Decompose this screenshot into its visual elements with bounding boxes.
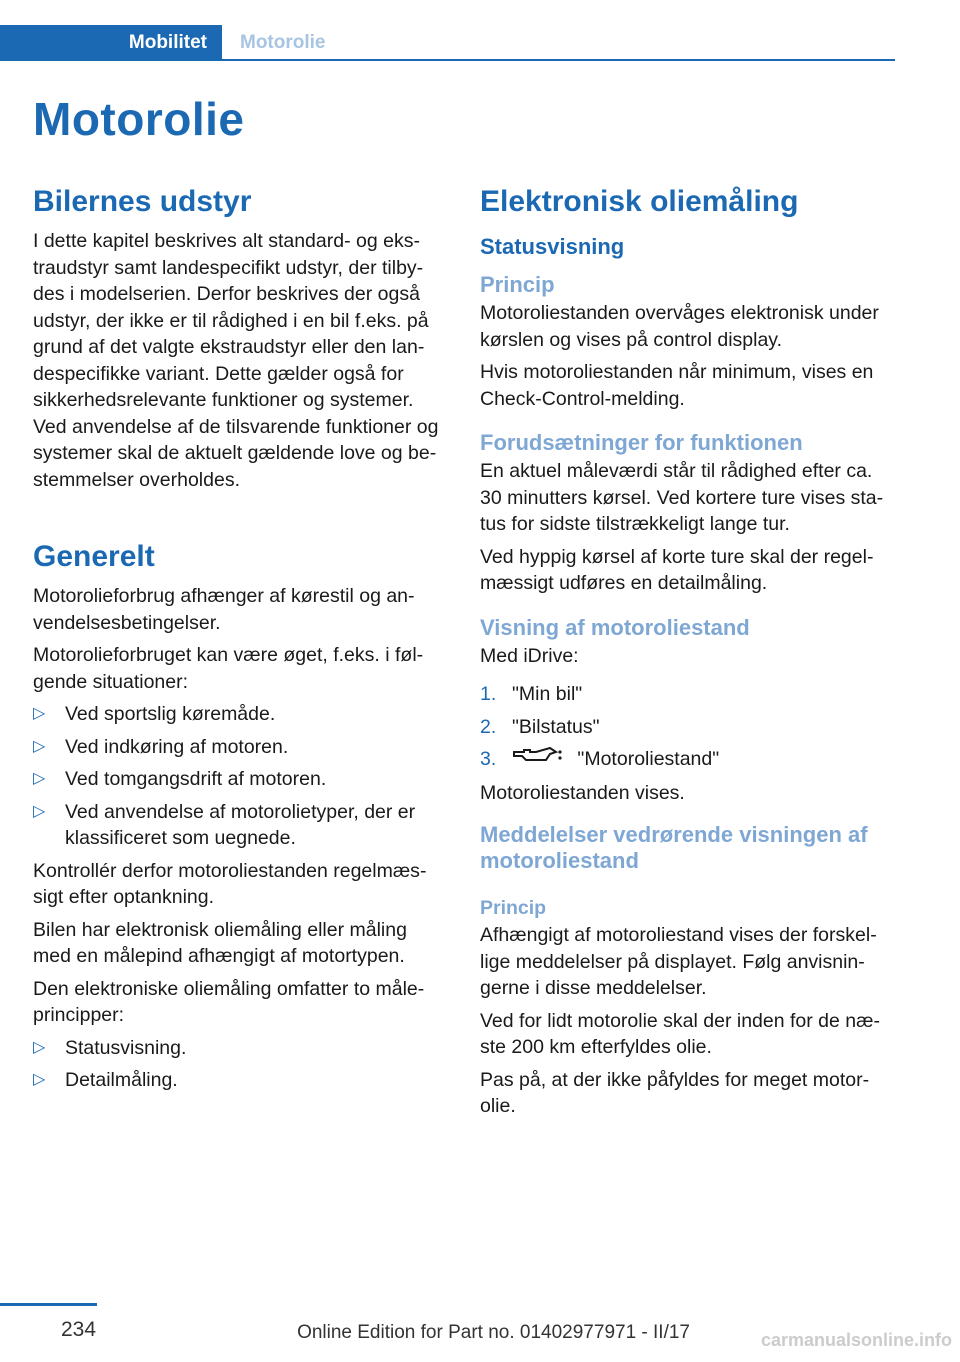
step-number: 3. <box>480 748 497 770</box>
page-number: 234 <box>61 1318 97 1341</box>
list-item: ▷ Statusvisning. <box>33 1035 448 1062</box>
paragraph: Ved hyppig kørsel af korte ture skal der regelmæssigt udføres en detailmåling. <box>480 545 874 594</box>
list-item: ▷ Ved indkøring af motoren. <box>33 734 448 761</box>
list-item <box>480 714 898 741</box>
list-item: ▷ Ved sportslig køremåde. <box>33 701 448 728</box>
chapter-tab-label: Mobilitet <box>128 32 207 53</box>
step-text: "Bilstatus" <box>512 715 600 738</box>
paragraph: Ved for lidt motorolie skal der inden for de næste 200 km efterfyldes olie. <box>480 1009 880 1059</box>
paragraph: Bilen har elektronisk oliemåling eller måling med en målepind afhængigt af motortypen. <box>33 918 407 967</box>
subheading-visning: Visning af motoroliestand <box>480 614 750 640</box>
section-heading-generelt: Generelt <box>33 540 155 573</box>
list-item: ▷ Ved tomgangsdrift af motoren. <box>33 766 448 793</box>
oil-can-icon <box>512 746 564 774</box>
equipment-paragraph: I dette kapitel beskrives alt standard- og ekstraudstyr samt landespecifikt udstyr, der tilbydes i modelserien. Derfor beskrives der også udstyr, der ikke er til rådighed i en bil f.eks. på grund af det valgte ekstraudstyr eller den landespecifikke variant. Dette gælder også for sikkerhedsrelevante funktioner og systemer. Ved anvendelse af de tilsvarende funktioner og systemer skal de aktuelt gældende love og bestemmelser overholdes. <box>33 230 439 491</box>
subheading-princip-messages: Princip <box>480 897 547 920</box>
paragraph: Pas på, at der ikke påfyldes for meget motorolie. <box>480 1068 870 1118</box>
section-tab-label: Motorolie <box>240 32 326 53</box>
edition-note: Online Edition for Part no. 01402977971 - II/17 <box>297 1322 690 1343</box>
paragraph: Motorolieforbruget kan være øget, f.eks. i følgende situationer: <box>33 644 424 693</box>
section-heading-bilernes-udstyr: Bilernes udstyr <box>33 185 252 218</box>
list-item: ▷ Detailmåling. <box>33 1067 448 1094</box>
step-number: 1. <box>480 683 497 705</box>
chapter-tab-mobilitet[interactable] <box>0 25 222 61</box>
paragraph: Motoroliestanden overvåges elektronisk under kørslen og vises på control display. <box>480 302 879 351</box>
list-item <box>480 746 898 774</box>
paragraph: Med iDrive: <box>480 644 579 667</box>
situations-list <box>33 701 448 852</box>
footer-divider <box>0 1303 97 1306</box>
subheading-forudsaetninger: Forudsætninger for funktionen <box>480 430 803 455</box>
right-column <box>480 182 898 1126</box>
idrive-steps-list <box>480 681 898 774</box>
paragraph: Afhængigt af motoroliestand vises der forskellige meddelelser på displayet. Følg anvisningerne i disse meddelelser. <box>480 924 877 1000</box>
step-text: "Min bil" <box>512 683 583 705</box>
paragraph: Motorolieforbrug afhænger af kørestil og anvendelsesbetingelser. <box>33 585 415 634</box>
subheading-statusvisning: Statusvisning <box>480 234 625 259</box>
subheading-meddelelser: Meddelelser vedrørende visningen af motoroliestand <box>480 822 868 874</box>
header-divider <box>222 59 895 61</box>
page-header <box>0 25 895 61</box>
list-item <box>480 681 898 708</box>
principles-list <box>33 1035 448 1094</box>
watermark: carmanualsonline.info <box>760 1330 952 1350</box>
list-item: ▷ Ved anvendelse af motorolietyper, der er klassificeret som uegnede. <box>33 799 448 852</box>
step-number: 2. <box>480 715 497 738</box>
paragraph: Hvis motoroliestanden når minimum, vises en Check-Control-melding. <box>480 361 874 410</box>
left-column <box>33 182 448 1100</box>
paragraph: En aktuel måleværdi står til rådighed efter ca. 30 minutters kørsel. Ved kortere ture vises status for sidste tilstrækkeligt lange tur. <box>480 460 884 535</box>
paragraph: Kontrollér derfor motoroliestanden regelmæssigt efter optankning. <box>33 859 427 908</box>
subheading-princip: Princip <box>480 272 555 297</box>
step-text: "Motoroliestand" <box>577 748 720 770</box>
paragraph: Den elektroniske oliemåling omfatter to måleprincipper: <box>33 977 425 1026</box>
paragraph: Motoroliestanden vises. <box>480 781 685 804</box>
section-tab-motorolie[interactable] <box>240 25 326 61</box>
section-heading-elektronisk-oliemaaling: Elektronisk oliemåling <box>480 185 799 218</box>
page-title: Motorolie <box>33 93 245 145</box>
